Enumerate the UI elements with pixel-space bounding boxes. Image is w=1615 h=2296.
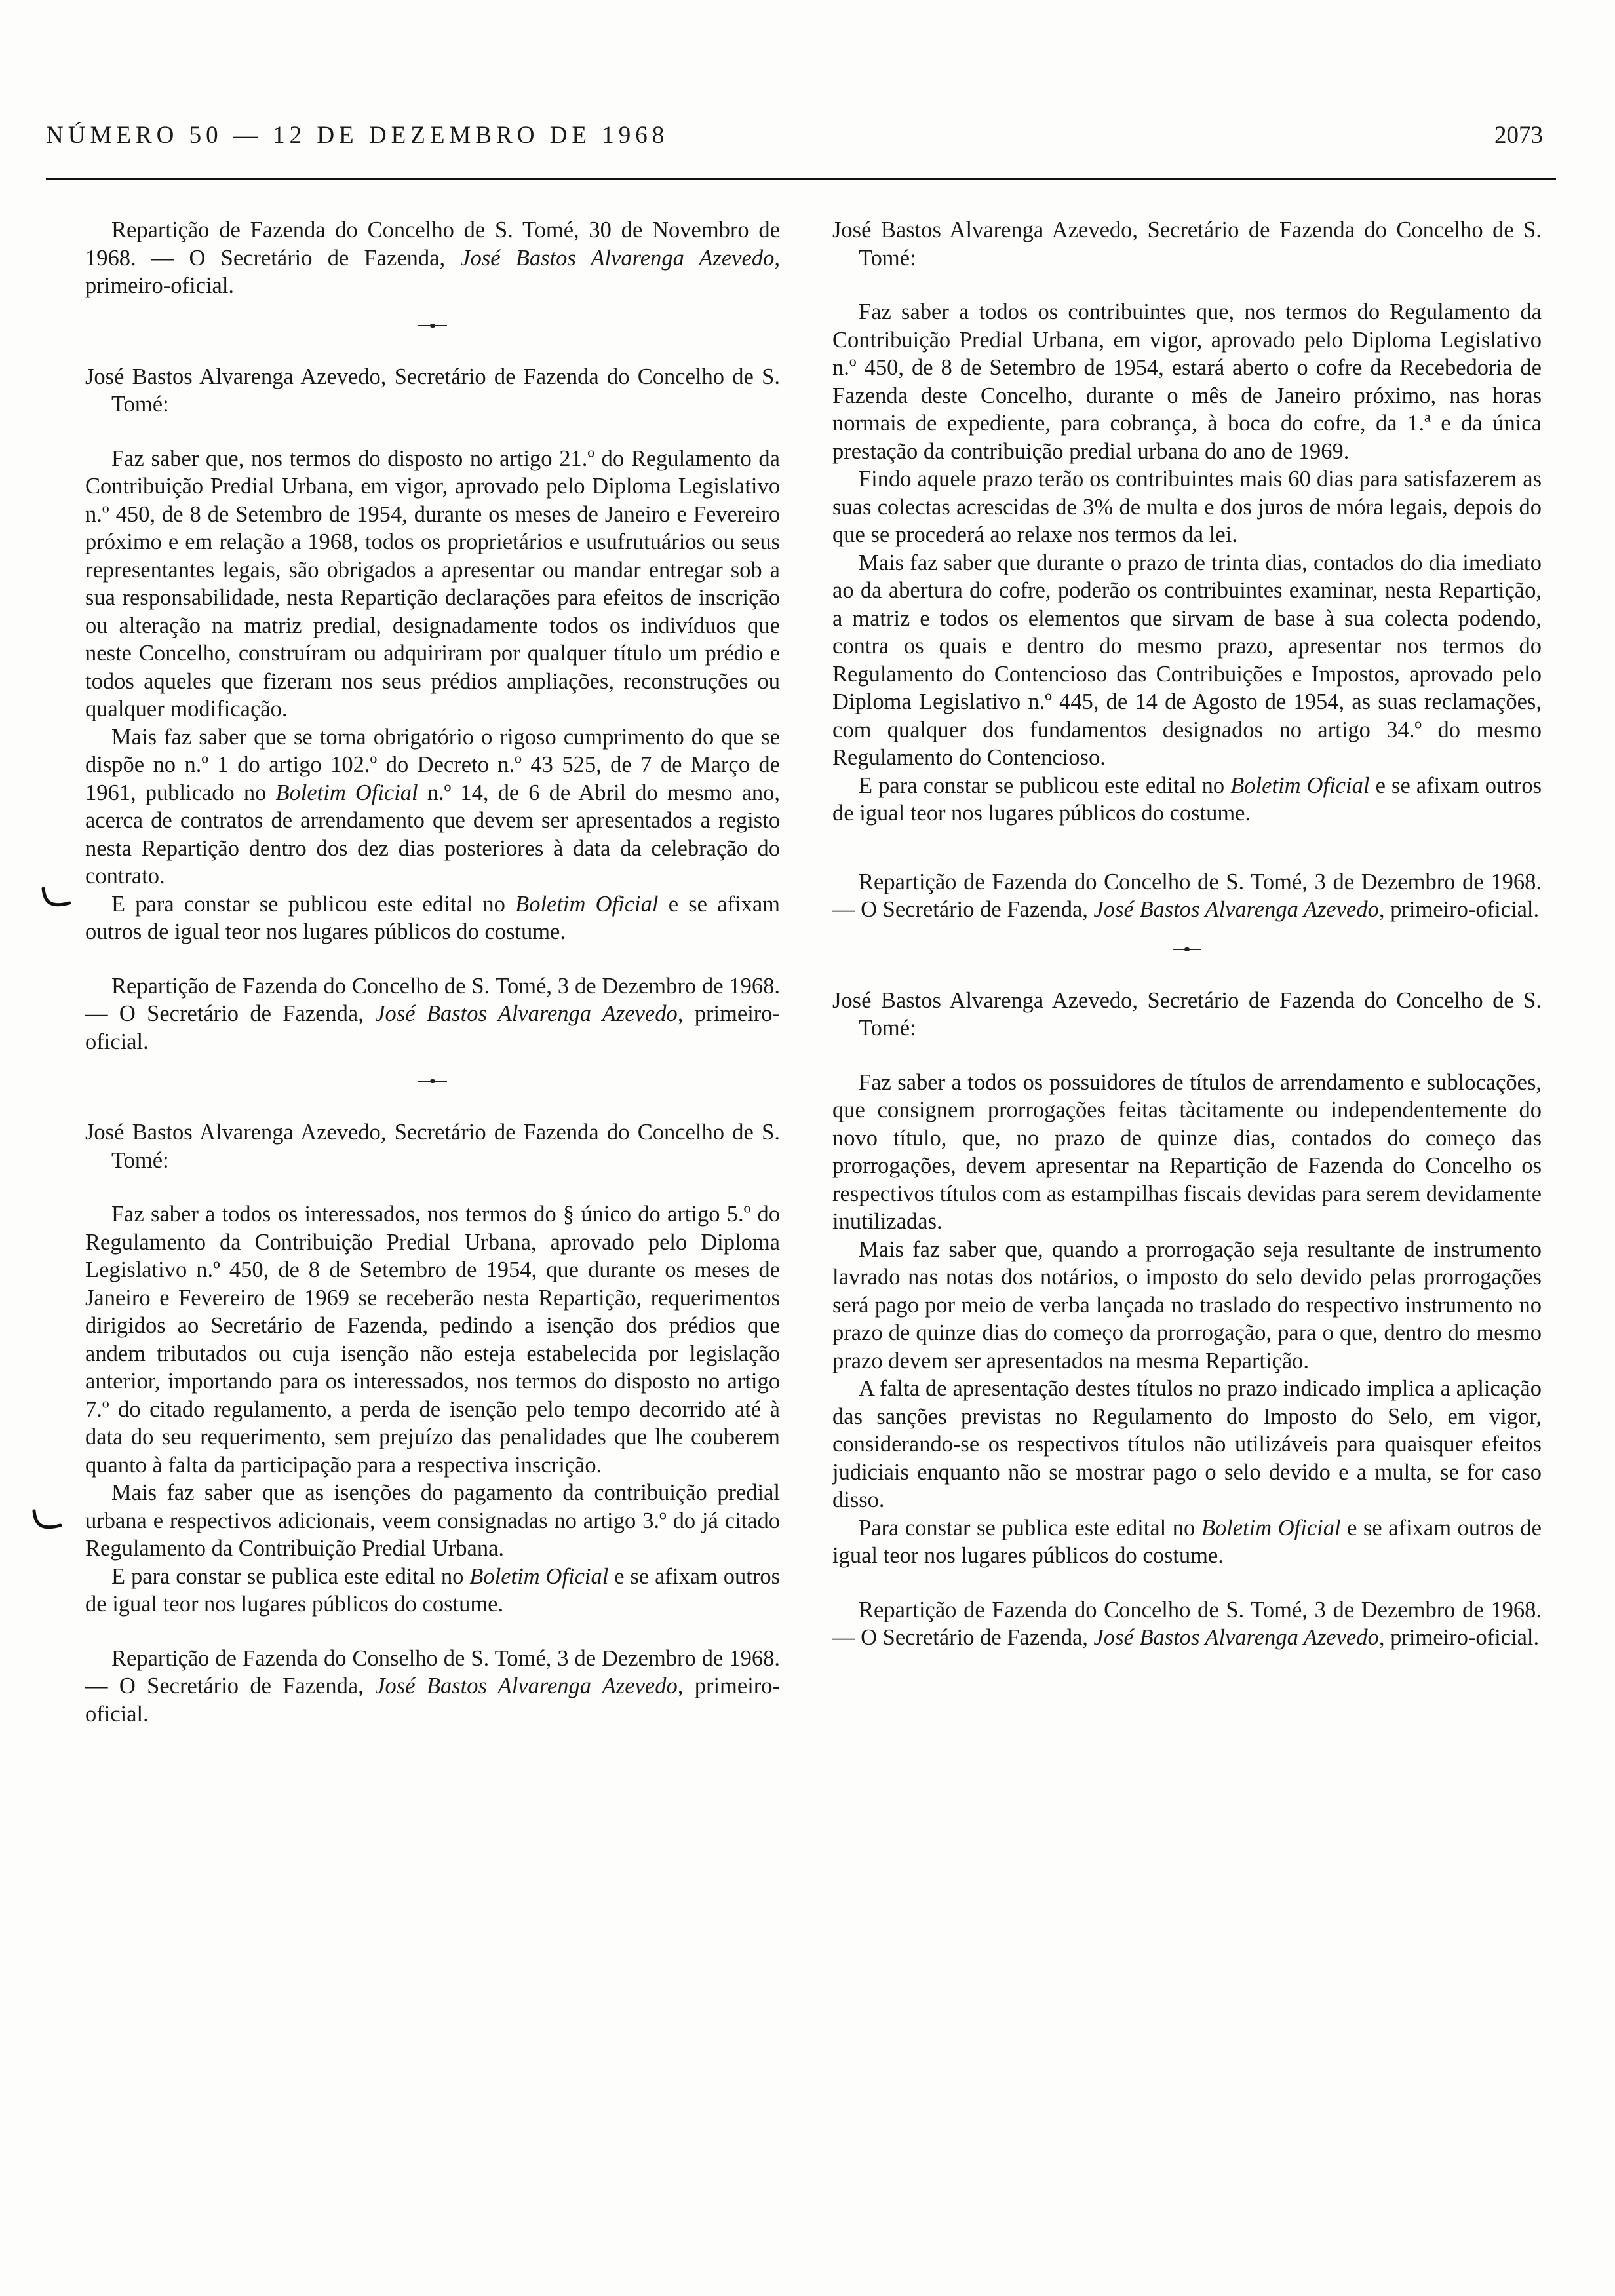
dash-separator-icon — [418, 324, 447, 328]
check-mark-icon — [31, 1508, 63, 1535]
notice2-paragraph-3: E para constar se publicou este edital no Boletim Oficial e se afixam outros de igual teor nos lugares públicos do costume. — [85, 891, 781, 944]
notice2-signature: Repartição de Fazenda do Concelho de S. Tomé, 3 de Dezembro de 1968. — O Secretário de Fazenda, José Bastos Alvarenga Azevedo, primeiro-oficial. — [85, 973, 781, 1054]
notice5-paragraph-4: Para constar se publica este edital no Boletim Oficial e se afixam outros de igual teor nos lugares públicos do costume. — [832, 1515, 1542, 1568]
notice1-signature: Repartição de Fazenda do Concelho de S. Tomé, 30 de Novembro de 1968. — O Secretário de Fazenda, José Bastos Alvarenga Azevedo, primeiro-oficial. — [85, 218, 780, 298]
notice2-paragraph-2: Mais faz saber que se torna obrigatório o rigoso cumprimento do que se dispõe no n.º 1 do artigo 102.º do Decreto n.º 43 525, de 7 de Março de 1961, publicado no Boletim Oficial n.º 14, de 6 de Abril do mesmo ano, acerca de contratos de arrendamento que devem ser apresentados a registo nesta Repartição dentro dos dez dias posteriores à data da celebração do contrato. — [85, 724, 781, 889]
left-column — [85, 216, 780, 1728]
page-number: 2073 — [1494, 122, 1543, 149]
right-column — [832, 216, 1542, 1652]
header-rule — [46, 178, 1556, 180]
check-mark-icon — [41, 886, 72, 912]
notice2-heading: José Bastos Alvarenga Azevedo, Secretário de Fazenda do Concelho de S. Tomé: — [85, 364, 780, 417]
notice3-paragraph-2: Mais faz saber que as isenções do pagamento da contribuição predial urbana e respectivos adicionais, veem consignadas no artigo 3.º do já citado Regulamento da Contribuição Predial Urbana. — [85, 1480, 780, 1561]
notice4-signature: Repartição de Fazenda do Concelho de S. Tomé, 3 de Dezembro de 1968. — O Secretário de Fazenda, José Bastos Alvarenga Azevedo, primeiro-oficial. — [832, 869, 1542, 922]
notice5-paragraph-1: Faz saber a todos os possuidores de títulos de arrendamento e sublocações, que consignem prorrogações feitas tàcitamente ou independentemente do novo título, que, no prazo de quinze dias, contados do começo das prorrogações, devem apresentar na Repartição de Fazenda do Concelho os respectivos títulos com as estampilhas fiscais devidas para serem devidamente inutilizadas. — [832, 1069, 1542, 1234]
notice5-signature: Repartição de Fazenda do Concelho de S. Tomé, 3 de Dezembro de 1968. — O Secretário de Fazenda, José Bastos Alvarenga Azevedo, primeiro-oficial. — [832, 1597, 1542, 1650]
notice4-paragraph-2: Findo aquele prazo terão os contribuintes mais 60 dias para satisfazerem as suas colectas acrescidas de 3% de multa e dos juros de móra legais, depois do que se procederá ao relaxe nos termos da lei. — [832, 467, 1542, 547]
dash-separator-icon — [1173, 947, 1201, 951]
notice4-heading: José Bastos Alvarenga Azevedo, Secretário de Fazenda do Concelho de S. Tomé: — [832, 218, 1542, 271]
page-header — [46, 121, 1543, 161]
notice3-paragraph-3: E para constar se publica este edital no Boletim Oficial e se afixam outros de igual teor nos lugares públicos do costume. — [85, 1563, 781, 1617]
notice4-paragraph-1: Faz saber a todos os contribuintes que, nos termos do Regulamento da Contribuição Predial Urbana, em vigor, aprovado pelo Diploma Legislativo n.º 450, de 8 de Setembro de 1954, estará aberto o cofre da Recebedoria de Fazenda deste Concelho, durante o mês de Janeiro próximo, nas horas normais de expediente, para cobrança, à boca do cofre, da 1.ª e da única prestação da contribuição predial urbana do ano de 1969. — [832, 299, 1542, 464]
notice4-paragraph-3: Mais faz saber que durante o prazo de trinta dias, contados do dia imediato ao da abertura do cofre, poderão os contribuintes examinar, nesta Repartição, a matriz e todos os elementos que sirvam de base à sua colecta podendo, contra os quais e dentro do mesmo prazo, apresentar nos termos do Regulamento do Contencioso das Contribuições e Impostos, aprovado pelo Diploma Legislativo n.º 445, de 14 de Agosto de 1954, as suas reclamações, com qualquer dos fundamentos designados no artigo 34.º do mesmo Regulamento do Contencioso. — [832, 550, 1542, 770]
issue-title: NÚMERO 50 — 12 DE DEZEMBRO DE 1968 — [46, 122, 669, 149]
notice3-signature: Repartição de Fazenda do Conselho de S. Tomé, 3 de Dezembro de 1968. — O Secretário de Fazenda, José Bastos Alvarenga Azevedo, primeiro-oficial. — [85, 1645, 781, 1727]
notice3-paragraph-1: Faz saber a todos os interessados, nos termos do § único do artigo 5.º do Regulamento da Contribuição Predial Urbana, aprovado pelo Diploma Legislativo n.º 450, de 8 de Setembro de 1954, que durante os meses de Janeiro e Fevereiro de 1969 se receberão nesta Repartição, requerimentos dirigidos ao Secretário de Fazenda, pedindo a isenção dos prédios que andem tributados ou cuja isenção não esteja estabelecida por legislação anterior, importando para os interessados, nos termos do disposto no artigo 7.º do citado regulamento, a perda de isenção pelo tempo decorrido até à data do seu requerimento, sem prejuízo das penalidades que lhe couberem quanto à falta da participação para a respectiva inscrição. — [85, 1202, 780, 1478]
notice5-paragraph-2: Mais faz saber que, quando a prorrogação seja resultante de instrumento lavrado nas notas dos notários, o imposto do selo devido pelas prorrogações será pago por meio de verba lançada no traslado do respectivo instrumento no prazo de quinze dias do começo da prorrogação, para o que, dentro do mesmo prazo devem ser apresentados na mesma Repartição. — [832, 1236, 1542, 1373]
notice4-paragraph-4: E para constar se publicou este edital no Boletim Oficial e se afixam outros de igual teor nos lugares públicos do costume. — [832, 773, 1542, 826]
notice2-paragraph-1: Faz saber que, nos termos do disposto no artigo 21.º do Regulamento da Contribuição Predial Urbana, em vigor, aprovado pelo Diploma Legislativo n.º 450, de 8 de Setembro de 1954, durante os meses de Janeiro e Fevereiro próximo e em relação a 1968, todos os proprietários e usufrutuários ou seus representantes legais, são obrigados a apresentar ou mandar entregar sob a sua responsabilidade, nesta Repartição declarações para efeitos de inscrição ou alteração na matriz predial, designadamente todos os indivíduos que neste Concelho, construíram ou adquiriram por qualquer título um prédio e todos aqueles que fizeram nos seus prédios ampliações, reconstruções ou qualquer modificação. — [85, 446, 780, 721]
dash-separator-icon — [418, 1079, 447, 1083]
notice3-heading: José Bastos Alvarenga Azevedo, Secretário de Fazenda do Concelho de S. Tomé: — [85, 1120, 780, 1173]
notice5-heading: José Bastos Alvarenga Azevedo, Secretário de Fazenda do Concelho de S. Tomé: — [832, 987, 1542, 1041]
notice5-paragraph-3: A falta de apresentação destes títulos no prazo indicado implica a aplicação das sanções previstas no Regulamento do Imposto do Selo, em vigor, considerando-se os respectivos títulos não utilizáveis para quaisquer efeitos judiciais enquanto não se mostrar pago o selo devido e a multa, se for caso disso. — [832, 1376, 1542, 1512]
